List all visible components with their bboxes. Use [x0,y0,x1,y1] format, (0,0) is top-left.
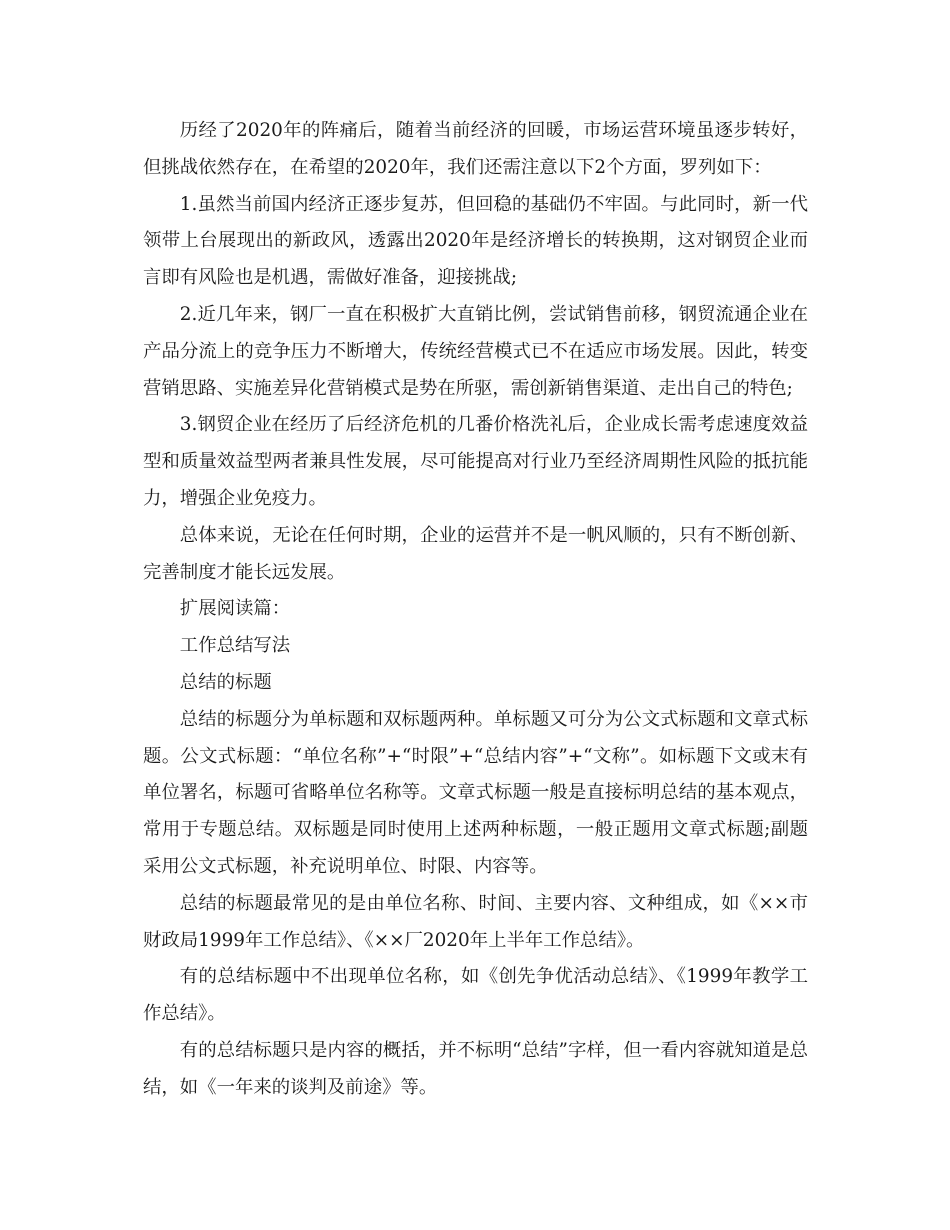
document-body [143,113,808,1107]
paragraph-title-no-unit: 有的总结标题中不出现单位名称，如《创先争优活动总结》、《1999年教学工作总结》。 [143,966,808,1025]
section-heading-summary-writing: 工作总结写法 [179,635,291,657]
paragraph-intro: 历经了2020年的阵痛后，随着当前经济的回暖，市场运营环境虽逐步转好，但挑战依然存在，在希望的2020年，我们还需注意以下2个方面，罗列如下： [143,120,808,178]
paragraph-title-summary-only: 有的总结标题只是内容的概括，并不标明“总结”字样，但一看内容就知道是总结，如《一年来的谈判及前途》等。 [143,1039,808,1098]
paragraph-title-common: 总结的标题最常见的是由单位名称、时间、主要内容、文种组成，如《××市财政局1999年工作总结》、《××厂2020年上半年工作总结》。 [143,892,808,951]
section-label-extended-reading: 扩展阅读篇： [179,598,291,620]
section-heading-summary-title: 总结的标题 [179,671,272,693]
paragraph-conclusion: 总体来说，无论在任何时期，企业的运营并不是一帆风顺的，只有不断创新、完善制度才能长远发展。 [143,524,808,583]
paragraph-point-1: 1.虽然当前国内经济正逐步复苏，但回稳的基础仍不牢固。与此同时，新一代领带上台展现出的新政风，透露出2020年是经济增长的转换期，这对钢贸企业而言即有风险也是机遇，需做好准备，迎接挑战; [143,193,808,289]
paragraph-title-types: 总结的标题分为单标题和双标题两种。单标题又可分为公文式标题和文章式标题。公文式标题：“单位名称”+“时限”+“总结内容”+“文称”。如标题下文或末有单位署名，标题可省略单位名称等。文章式标题一般是直接标明总结的基本观点，常用于专题总结。双标题是同时使用上述两种标题，一般正题用文章式标题;副题采用公文式标题，补充说明单位、时限、内容等。 [143,708,808,877]
paragraph-point-2: 2.近几年来，钢厂一直在积极扩大直销比例，尝试销售前移，钢贸流通企业在产品分流上的竞争压力不断增大，传统经营模式已不在适应市场发展。因此，转变营销思路、实施差异化营销模式是势在所驱，需创新销售渠道、走出自己的特色; [143,303,808,399]
paragraph-point-3: 3.钢贸企业在经历了后经济危机的几番价格洗礼后，企业成长需考虑速度效益型和质量效益型两者兼具性发展，尽可能提高对行业乃至经济周期性风险的抵抗能力，增强企业免疫力。 [143,414,808,509]
